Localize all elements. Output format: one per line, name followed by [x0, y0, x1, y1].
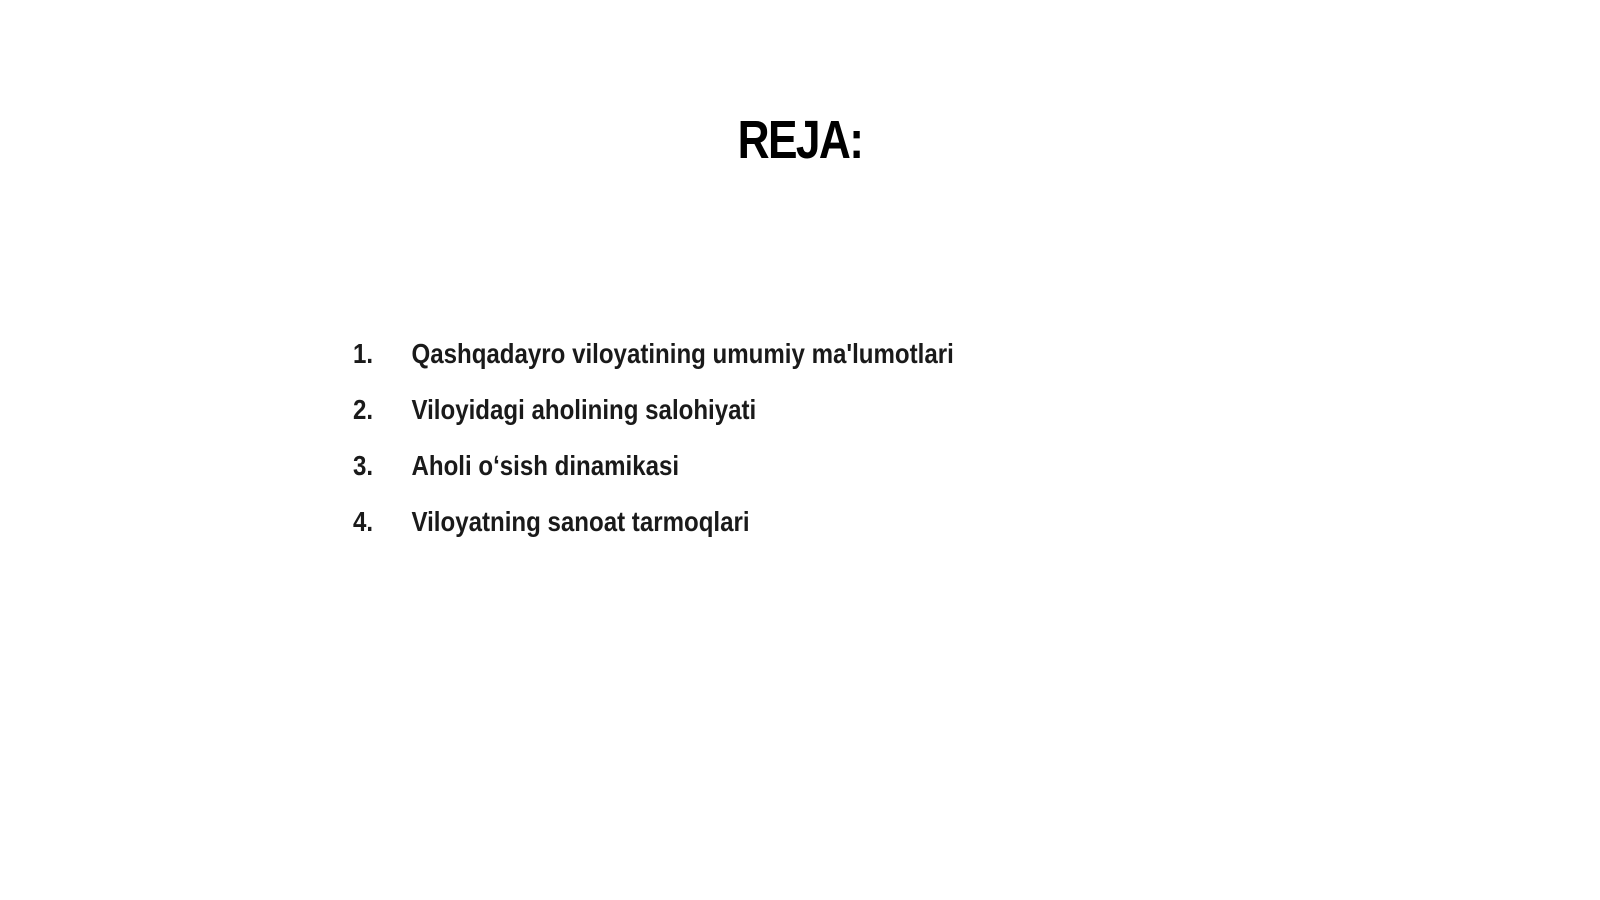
- list-item: [353, 438, 1127, 494]
- list-item-number: 1.: [353, 338, 374, 369]
- list-item-number: 3.: [353, 450, 374, 481]
- slide-title: REJA:: [737, 110, 863, 170]
- list-item-text: Qashqadayro viloyatining umumiy ma'lumotlari: [411, 338, 954, 369]
- list-item-text: Aholi oʻsish dinamikasi: [411, 450, 680, 481]
- list-item-text: Viloyidagi aholining salohiyati: [411, 394, 757, 425]
- list-item-number: 4.: [353, 506, 374, 537]
- list-item-number: 2.: [353, 394, 374, 425]
- list-item-text: Viloyatning sanoat tarmoqlari: [411, 506, 750, 537]
- agenda-list: [353, 326, 1253, 550]
- list-item: [353, 494, 1127, 550]
- list-item: [353, 326, 1127, 382]
- list-item: [353, 382, 1127, 438]
